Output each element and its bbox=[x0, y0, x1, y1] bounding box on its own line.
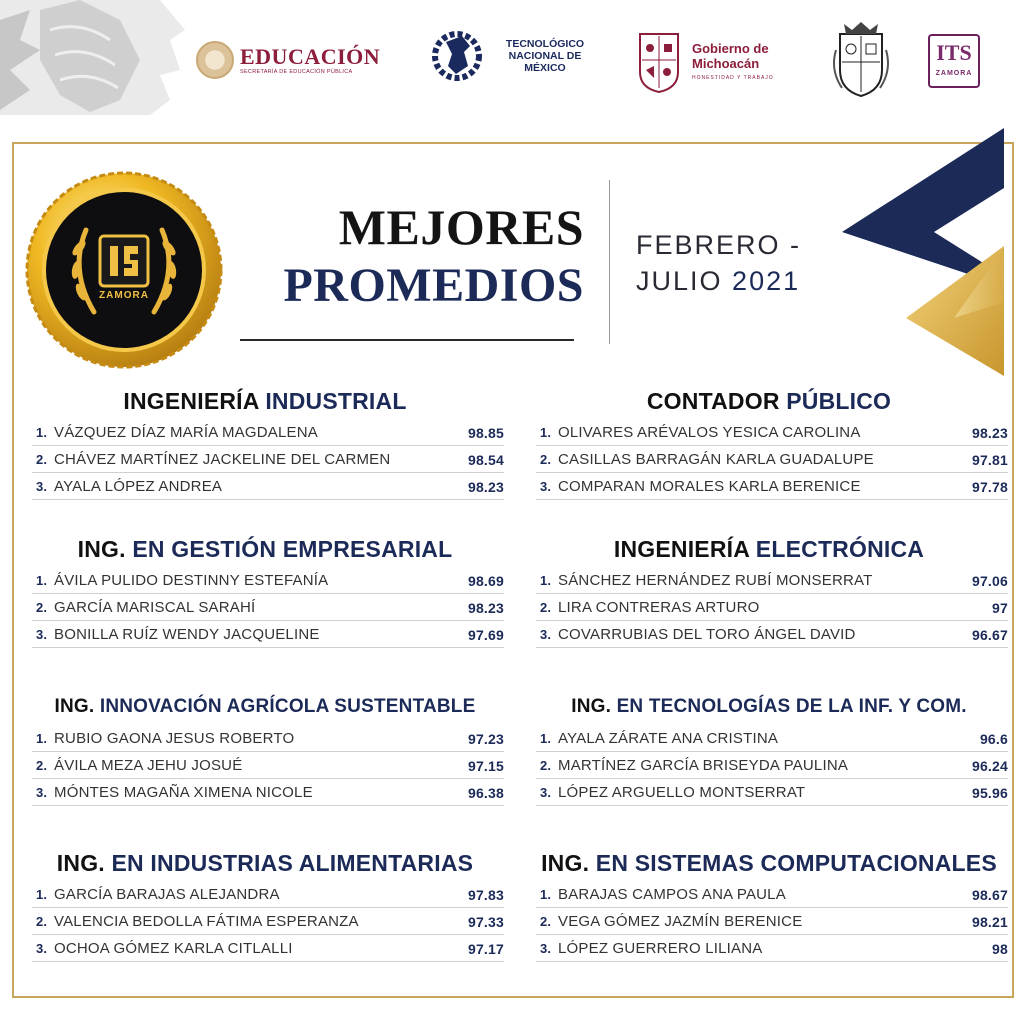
title-line-2: PROMEDIOS bbox=[283, 259, 584, 312]
sep-logo-title: EDUCACIÓN bbox=[240, 44, 381, 69]
period-label bbox=[636, 227, 801, 299]
section-gestion-empresarial bbox=[26, 532, 504, 651]
ranking-row: 3. OCHOA GÓMEZ KARLA CITLALLI 97.17 bbox=[26, 938, 504, 965]
section-title: ING. EN GESTIÓN EMPRESARIAL bbox=[77, 536, 453, 562]
warrior-head-icon bbox=[0, 0, 190, 115]
ranking-row: 2. GARCÍA MARISCAL SARAHÍ 98.23 bbox=[26, 597, 504, 624]
section-ingenieria-electronica bbox=[530, 532, 1008, 651]
ranking-row: 2. LIRA CONTRERAS ARTURO 97 bbox=[530, 597, 1008, 624]
ranking-row: 1. RUBIO GAONA JESUS ROBERTO 97.23 bbox=[26, 728, 504, 755]
ranking-row: 1. AYALA ZÁRATE ANA CRISTINA 96.6 bbox=[530, 728, 1008, 755]
municipal-crest-icon bbox=[830, 20, 892, 100]
section-sistemas-computacionales bbox=[530, 846, 1008, 965]
page-title bbox=[232, 198, 584, 316]
ranking-row: 3. COVARRUBIAS DEL TORO ÁNGEL DAVID 96.67 bbox=[530, 624, 1008, 651]
title-line-1: MEJORES bbox=[338, 199, 584, 255]
ranking-row: 3. COMPARAN MORALES KARLA BERENICE 97.78 bbox=[530, 476, 1008, 503]
section-innovacion-agricola bbox=[26, 690, 504, 809]
section-title: ING. EN TECNOLOGÍAS DE LA INF. Y COM. bbox=[571, 696, 967, 717]
itsz-logo-mark: ITS bbox=[936, 40, 972, 65]
section-title: ING. INNOVACIÓN AGRÍCOLA SUSTENTABLE bbox=[54, 696, 476, 717]
tecnm-eagle-icon bbox=[432, 22, 482, 90]
michoacan-shield-icon bbox=[636, 28, 682, 94]
michoacan-logo bbox=[636, 26, 796, 96]
section-ingenieria-industrial bbox=[26, 384, 504, 503]
section-tecnologias-informacion bbox=[530, 690, 1008, 809]
ranking-row: 2. CASILLAS BARRAGÁN KARLA GUADALUPE 97.81 bbox=[530, 449, 1008, 476]
tecnm-line-2: NACIONAL DE MÉXICO bbox=[508, 50, 582, 74]
ranking-row: 2. ÁVILA MEZA JEHU JOSUÉ 97.15 bbox=[26, 755, 504, 782]
ranking-row: 1. VÁZQUEZ DÍAZ MARÍA MAGDALENA 98.85 bbox=[26, 422, 504, 449]
medal-label: ZAMORA bbox=[99, 290, 149, 301]
ranking-row: 3. BONILLA RUÍZ WENDY JACQUELINE 97.69 bbox=[26, 624, 504, 651]
section-industrias-alimentarias bbox=[26, 846, 504, 965]
ranking-row: 3. LÓPEZ GUERRERO LILIANA 98 bbox=[530, 938, 1008, 965]
michoacan-line-2: Michoacán bbox=[692, 56, 760, 71]
title-underline bbox=[240, 339, 574, 341]
triangle-decoration bbox=[838, 128, 1014, 380]
ranking-row: 3. AYALA LÓPEZ ANDREA 98.23 bbox=[26, 476, 504, 503]
title-divider bbox=[609, 180, 610, 344]
sep-seal-icon bbox=[196, 41, 234, 79]
tecnm-line-1: TECNOLÓGICO bbox=[505, 38, 585, 50]
section-title: INGENIERÍA INDUSTRIAL bbox=[123, 388, 407, 414]
itsz-logo-icon bbox=[928, 34, 980, 88]
period-line-1: FEBRERO - bbox=[636, 230, 802, 260]
section-contador-publico bbox=[530, 384, 1008, 503]
ranking-row: 1. BARAJAS CAMPOS ANA PAULA 98.67 bbox=[530, 884, 1008, 911]
ranking-row: 1. OLIVARES ARÉVALOS YESICA CAROLINA 98.23 bbox=[530, 422, 1008, 449]
logo-header bbox=[0, 0, 1024, 118]
ranking-row: 2. VEGA GÓMEZ JAZMÍN BERENICE 98.21 bbox=[530, 911, 1008, 938]
ranking-row: 3. LÓPEZ ARGUELLO MONTSERRAT 95.96 bbox=[530, 782, 1008, 809]
period-year: 2021 bbox=[732, 266, 801, 296]
period-month: JULIO bbox=[636, 266, 723, 296]
michoacan-tagline: HONESTIDAD Y TRABAJO bbox=[692, 75, 774, 81]
section-title: CONTADOR PÚBLICO bbox=[646, 388, 892, 414]
section-title: INGENIERÍA ELECTRÓNICA bbox=[613, 536, 925, 562]
ranking-row: 2. VALENCIA BEDOLLA FÁTIMA ESPERANZA 97.33 bbox=[26, 911, 504, 938]
tecnm-logo bbox=[432, 20, 602, 92]
section-title: ING. EN INDUSTRIAS ALIMENTARIAS bbox=[56, 850, 474, 876]
sep-logo bbox=[196, 38, 396, 82]
gold-medal-icon bbox=[24, 170, 224, 370]
ranking-row: 3. MÓNTES MAGAÑA XIMENA NICOLE 96.38 bbox=[26, 782, 504, 809]
michoacan-line-1: Gobierno de bbox=[692, 41, 769, 56]
ranking-row: 1. GARCÍA BARAJAS ALEJANDRA 97.83 bbox=[26, 884, 504, 911]
ranking-row: 1. ÁVILA PULIDO DESTINNY ESTEFANÍA 98.69 bbox=[26, 570, 504, 597]
ranking-row: 1. SÁNCHEZ HERNÁNDEZ RUBÍ MONSERRAT 97.06 bbox=[530, 570, 1008, 597]
itsz-logo-label: ZAMORA bbox=[935, 70, 973, 77]
ranking-row: 2. MARTÍNEZ GARCÍA BRISEYDA PAULINA 96.24 bbox=[530, 755, 1008, 782]
ranking-row: 2. CHÁVEZ MARTÍNEZ JACKELINE DEL CARMEN 98.54 bbox=[26, 449, 504, 476]
section-title: ING. EN SISTEMAS COMPUTACIONALES bbox=[541, 850, 997, 876]
sep-logo-subtitle: SECRETARÍA DE EDUCACIÓN PÚBLICA bbox=[240, 69, 353, 75]
